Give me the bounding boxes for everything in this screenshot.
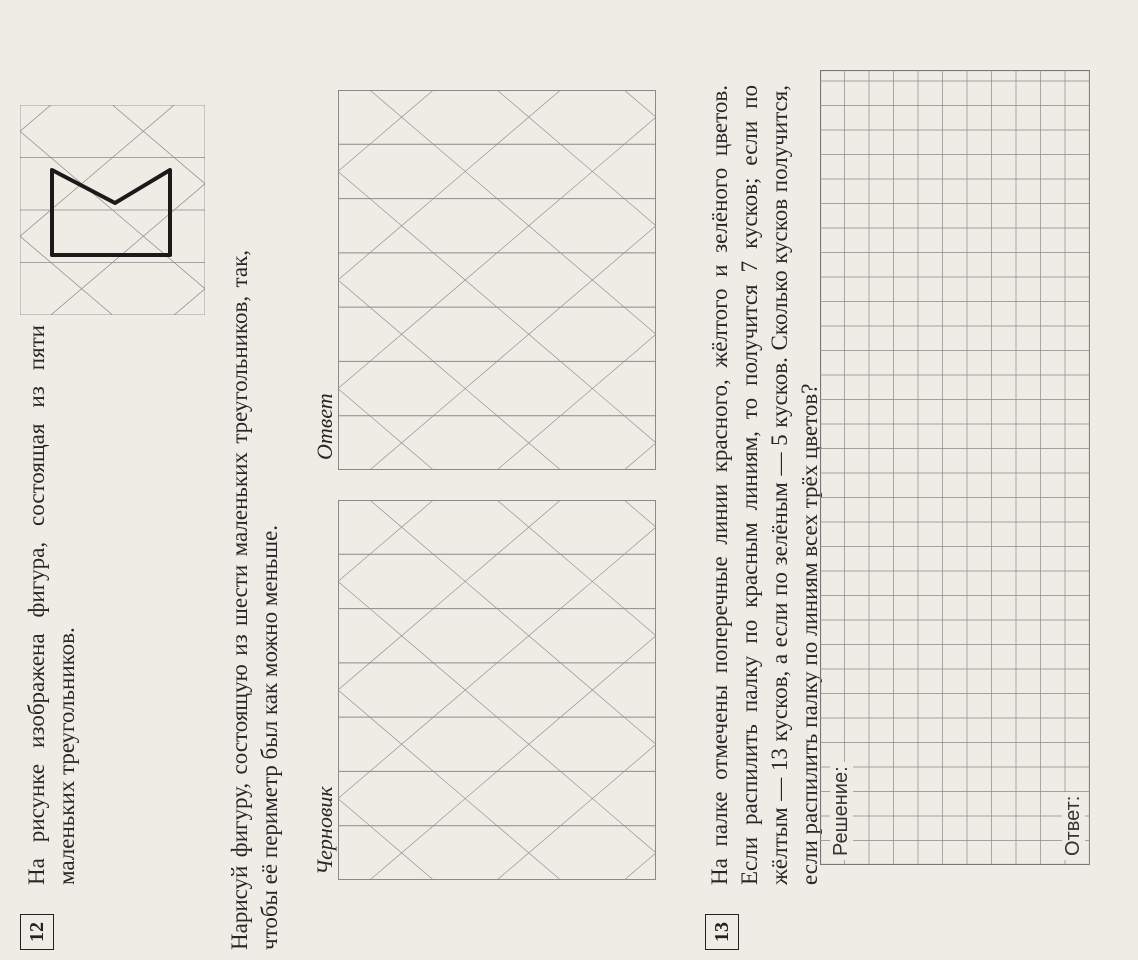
- grid-line: [143, 289, 205, 315]
- grid-line: [592, 853, 656, 880]
- grid-line: [529, 90, 593, 117]
- grid-line: [20, 289, 82, 315]
- task-12-question: Нарисуй фигуру, состоящую из шести маленьких треугольников, так, чтобы её периметр был как можно меньше.: [227, 250, 282, 950]
- example-figure-outline: [52, 170, 170, 255]
- grid-line: [338, 500, 402, 527]
- grid-line: [143, 105, 205, 131]
- grid-line: [338, 90, 402, 117]
- grid-line: [465, 443, 529, 470]
- draft-triangle-grid[interactable]: [338, 500, 656, 880]
- grid-line: [465, 853, 529, 880]
- answer-label: Ответ:: [1062, 792, 1085, 860]
- task-12-text: [22, 325, 82, 885]
- solution-label: Решение:: [830, 762, 853, 860]
- grid-line: [402, 443, 466, 470]
- grid-border: [339, 501, 656, 880]
- grid-line: [402, 500, 466, 527]
- grid-border: [339, 91, 656, 470]
- task-13-number: 13: [705, 914, 739, 950]
- task-13-text: На палке отмечены поперечные линии красного, жёлтого и зелёного цветов. Если распилить палку по красным линиям, то получится 7 кусков; если по жёлтым — 13 кусков, а если по зелёным — 5 кусков. Сколько кусков получится, если распилить палку по линиям всех трёх цветов?: [707, 85, 822, 885]
- grid-line: [402, 853, 466, 880]
- grid-line: [529, 500, 593, 527]
- task-12-line-2: маленьких треугольников.: [54, 627, 79, 885]
- grid-border: [821, 71, 1090, 865]
- grid-line: [465, 90, 529, 117]
- example-figure-grid: [20, 105, 205, 315]
- grid-line: [529, 853, 593, 880]
- solution-answer-grid[interactable]: [820, 70, 1090, 865]
- answer-grid-label: Ответ: [312, 393, 337, 460]
- grid-line: [338, 443, 402, 470]
- grid-line: [529, 443, 593, 470]
- grid-line: [592, 90, 656, 117]
- draft-label: Черновик: [312, 786, 337, 875]
- grid-line: [82, 105, 144, 131]
- answer-triangle-grid[interactable]: [338, 90, 656, 470]
- grid-line: [592, 500, 656, 527]
- grid-line: [20, 105, 82, 131]
- grid-line: [592, 443, 656, 470]
- grid-line: [402, 90, 466, 117]
- grid-line: [82, 289, 144, 315]
- task-12-number: 12: [20, 914, 54, 950]
- grid-line: [465, 500, 529, 527]
- task-12-line-1: На рисунке изображена фигура, состоящая из пяти: [24, 325, 49, 885]
- grid-line: [338, 853, 402, 880]
